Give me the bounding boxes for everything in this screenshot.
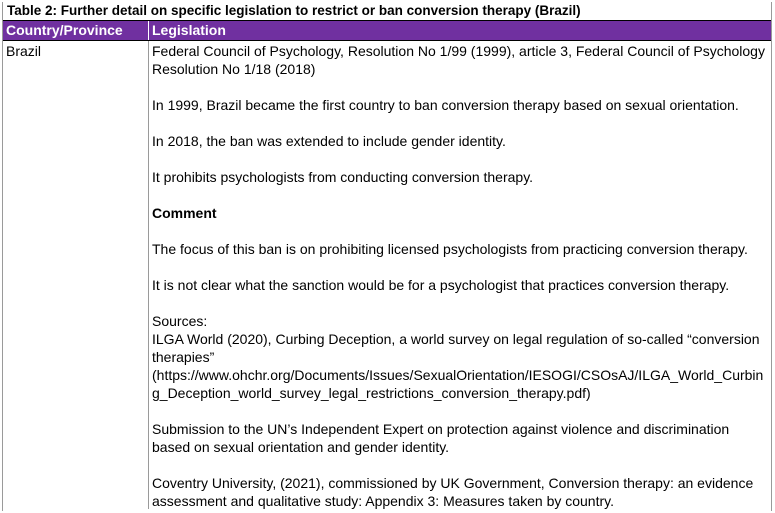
- source-2: Submission to the UN’s Independent Expert on protection against violence and discrimination based on sexual orientation and gender identity.: [152, 421, 730, 455]
- comment-heading: Comment: [152, 205, 217, 221]
- source-1: ILGA World (2020), Curbing Deception, a world survey on legal regulation of so-called “conversion therapies”: [152, 331, 760, 365]
- source-3: Coventry University, (2021), commissioned by UK Government, Conversion therapy: an evidence assessment and qualitative study: Appendix 3: Measures taken by country.: [152, 475, 754, 509]
- header-legislation[interactable]: Legislation: [152, 22, 226, 38]
- comment-paragraph-2: It is not clear what the sanction would be for a psychologist that practices conversion therapy.: [152, 277, 730, 293]
- table-title: Table 2: Further detail on specific legislation to restrict or ban conversion therapy (Brazil): [3, 2, 771, 21]
- table-row: [3, 41, 771, 509]
- cell-country[interactable]: Brazil: [3, 41, 149, 509]
- source-1-url: (https://www.ohchr.org/Documents/Issues/SexualOrientation/IESOGI/CSOsAJ/ILGA_World_Curbing_Deception_world_survey_legal_restrictions_conversion_therapy.pdf): [152, 367, 764, 401]
- sources-label: Sources:: [152, 313, 208, 329]
- table-header-row: [3, 21, 771, 41]
- cell-legislation[interactable]: [149, 41, 771, 509]
- legislation-citation: Federal Council of Psychology, Resolution No 1/99 (1999), article 3, Federal Council of Psychology Resolution No 1/18 (2018): [152, 43, 765, 77]
- header-country-province[interactable]: Country/Province: [3, 21, 149, 40]
- comment-paragraph-1: The focus of this ban is on prohibiting licensed psychologists from practicing conversion therapy.: [152, 241, 748, 257]
- spreadsheet-table: [2, 2, 772, 511]
- legislation-paragraph-2: In 2018, the ban was extended to include gender identity.: [152, 133, 506, 149]
- legislation-paragraph-1: In 1999, Brazil became the first country to ban conversion therapy based on sexual orientation.: [152, 97, 739, 113]
- legislation-paragraph-3: It prohibits psychologists from conducting conversion therapy.: [152, 169, 534, 185]
